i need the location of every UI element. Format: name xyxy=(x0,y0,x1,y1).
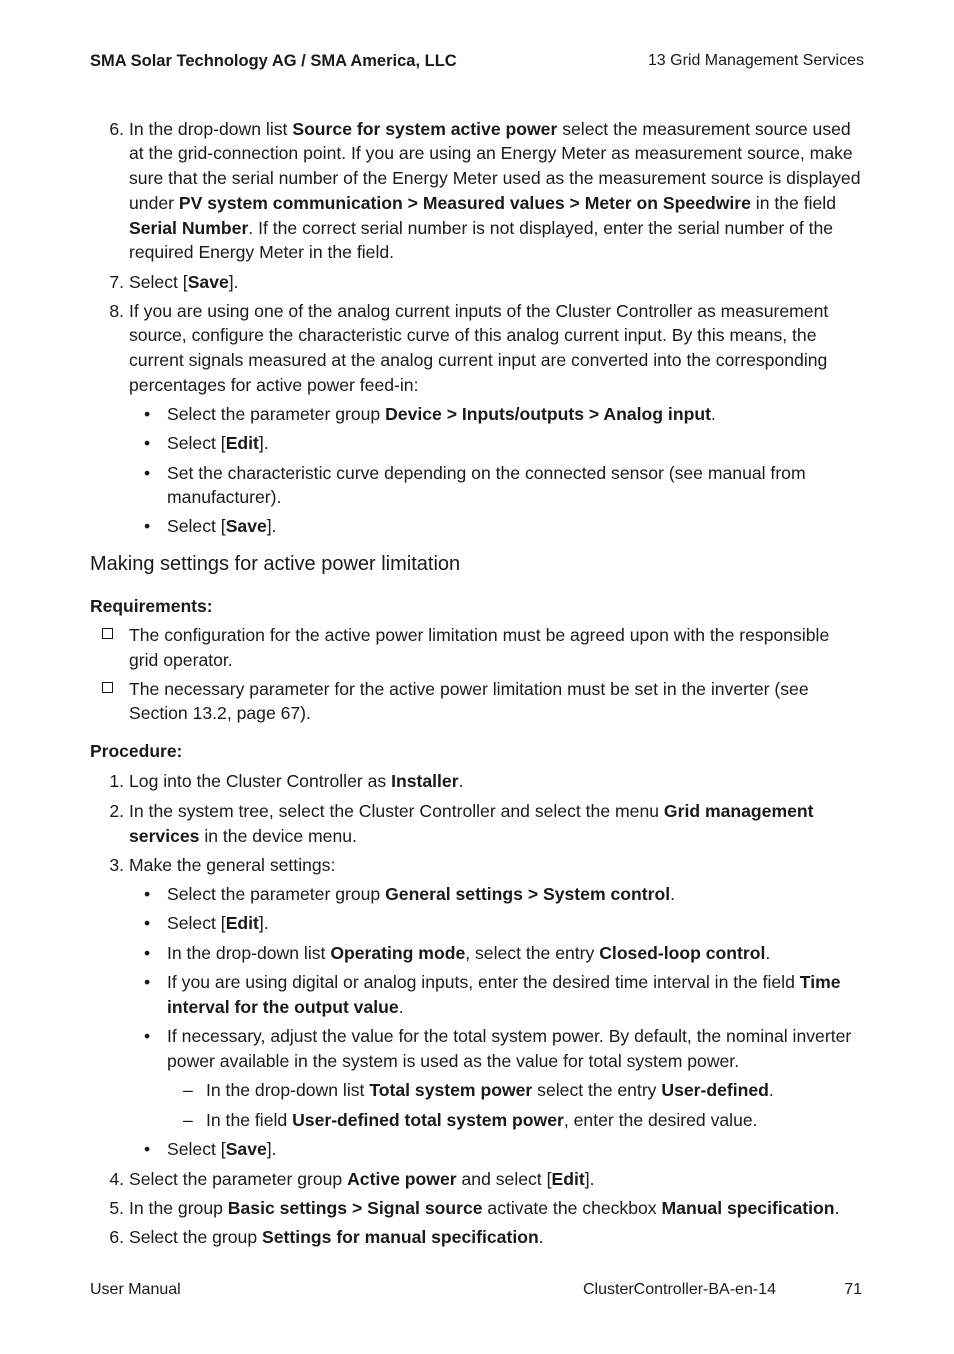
header-chapter: 13 Grid Management Services xyxy=(647,52,864,69)
sub-bullet-text: In the field User-defined total system power, enter the desired value. xyxy=(206,1110,758,1130)
bullet-text: Select [Edit]. xyxy=(167,913,269,933)
step-text: percentages for active power feed-in: xyxy=(129,375,419,395)
step-number: 5. xyxy=(109,1198,124,1218)
sub-bullet-text: In the drop-down list Total system power select the entry User-defined. xyxy=(206,1080,774,1100)
step-text: Select [Save]. xyxy=(129,272,239,292)
step-text: In the drop-down list Source for system active power select the measurement source used xyxy=(129,119,851,139)
checkbox-icon xyxy=(102,628,113,639)
requirement-text: grid operator. xyxy=(129,650,233,670)
step-text: sure that the serial number of the Energy Meter used as the measurement source is displayed xyxy=(129,168,861,188)
footer-doc-id: ClusterController-BA-en-14 xyxy=(583,1281,776,1298)
step-number: 7. xyxy=(109,272,124,292)
bullet-text: Select [Edit]. xyxy=(167,433,269,453)
step-number: 8. xyxy=(109,301,124,321)
step-text: Select the group Settings for manual specification. xyxy=(129,1227,544,1247)
step-number: 1. xyxy=(109,771,124,791)
bullet-text: If you are using digital or analog inputs, enter the desired time interval in the field Time xyxy=(167,972,841,992)
step-text: services in the device menu. xyxy=(129,826,357,846)
step-text: In the group Basic settings > Signal source activate the checkbox Manual specification. xyxy=(129,1198,840,1218)
dash: – xyxy=(183,1080,193,1100)
procedure-title: Procedure: xyxy=(90,741,183,761)
bullet-text: Select the parameter group Device > Inputs/outputs > Analog input. xyxy=(167,404,716,424)
checkbox-icon xyxy=(102,682,113,693)
step-text: source, configure the characteristic curve of this analog current input. By this means, the xyxy=(129,325,817,345)
step-text: In the system tree, select the Cluster Controller and select the menu Grid management xyxy=(129,801,814,821)
header-company: SMA Solar Technology AG / SMA America, LLC xyxy=(90,52,457,70)
footer-manual: User Manual xyxy=(90,1281,181,1298)
bullet-text: interval for the output value. xyxy=(167,997,404,1017)
step-text: at the grid-connection point. If you are using an Energy Meter as measurement source, make xyxy=(129,143,853,163)
step-number: 6. xyxy=(109,119,124,139)
bullet: • xyxy=(144,1139,151,1159)
bullet-text: Set the characteristic curve depending on the connected sensor (see manual from xyxy=(167,463,806,483)
step-text: Make the general settings: xyxy=(129,855,336,875)
requirement-text: Section 13.2, page 67). xyxy=(129,703,311,723)
step-number: 4. xyxy=(109,1169,124,1189)
bullet: • xyxy=(144,433,151,453)
bullet: • xyxy=(144,1026,151,1046)
step-number: 6. xyxy=(109,1227,124,1247)
bullet: • xyxy=(144,516,151,536)
bullet: • xyxy=(144,884,151,904)
step-text: Select the parameter group Active power and select [Edit]. xyxy=(129,1169,595,1189)
bullet-text: In the drop-down list Operating mode, select the entry Closed-loop control. xyxy=(167,943,771,963)
step-text: If you are using one of the analog current inputs of the Cluster Controller as measurement xyxy=(129,301,829,321)
step-text: under PV system communication > Measured values > Meter on Speedwire in the field xyxy=(129,193,836,213)
step-number: 3. xyxy=(109,855,124,875)
step-text: required Energy Meter in the field. xyxy=(129,242,395,262)
requirement-text: The configuration for the active power limitation must be agreed upon with the responsible xyxy=(129,625,830,645)
bullet-text: manufacturer). xyxy=(167,487,282,507)
requirements-title: Requirements: xyxy=(90,596,213,616)
bullet: • xyxy=(144,943,151,963)
bullet: • xyxy=(144,463,151,483)
step-text: Serial Number. If the correct serial number is not displayed, enter the serial number of the xyxy=(129,218,834,238)
dash: – xyxy=(183,1110,193,1130)
page-number: 71 xyxy=(844,1281,862,1298)
bullet: • xyxy=(144,972,151,992)
step-text: Log into the Cluster Controller as Installer. xyxy=(129,771,464,791)
step-number: 2. xyxy=(109,801,124,821)
requirement-text: The necessary parameter for the active power limitation must be set in the inverter (see xyxy=(129,679,809,699)
section-title: Making settings for active power limitation xyxy=(90,553,461,575)
bullet-text: Select [Save]. xyxy=(167,1139,277,1159)
bullet: • xyxy=(144,913,151,933)
bullet: • xyxy=(144,404,151,424)
bullet-text: If necessary, adjust the value for the total system power. By default, the nominal inverter xyxy=(167,1026,852,1046)
bullet-text: power available in the system is used as the value for total system power. xyxy=(167,1051,740,1071)
bullet-text: Select [Save]. xyxy=(167,516,277,536)
step-text: current signals measured at the analog current input are converted into the corresponding xyxy=(129,350,828,370)
bullet-text: Select the parameter group General settings > System control. xyxy=(167,884,675,904)
